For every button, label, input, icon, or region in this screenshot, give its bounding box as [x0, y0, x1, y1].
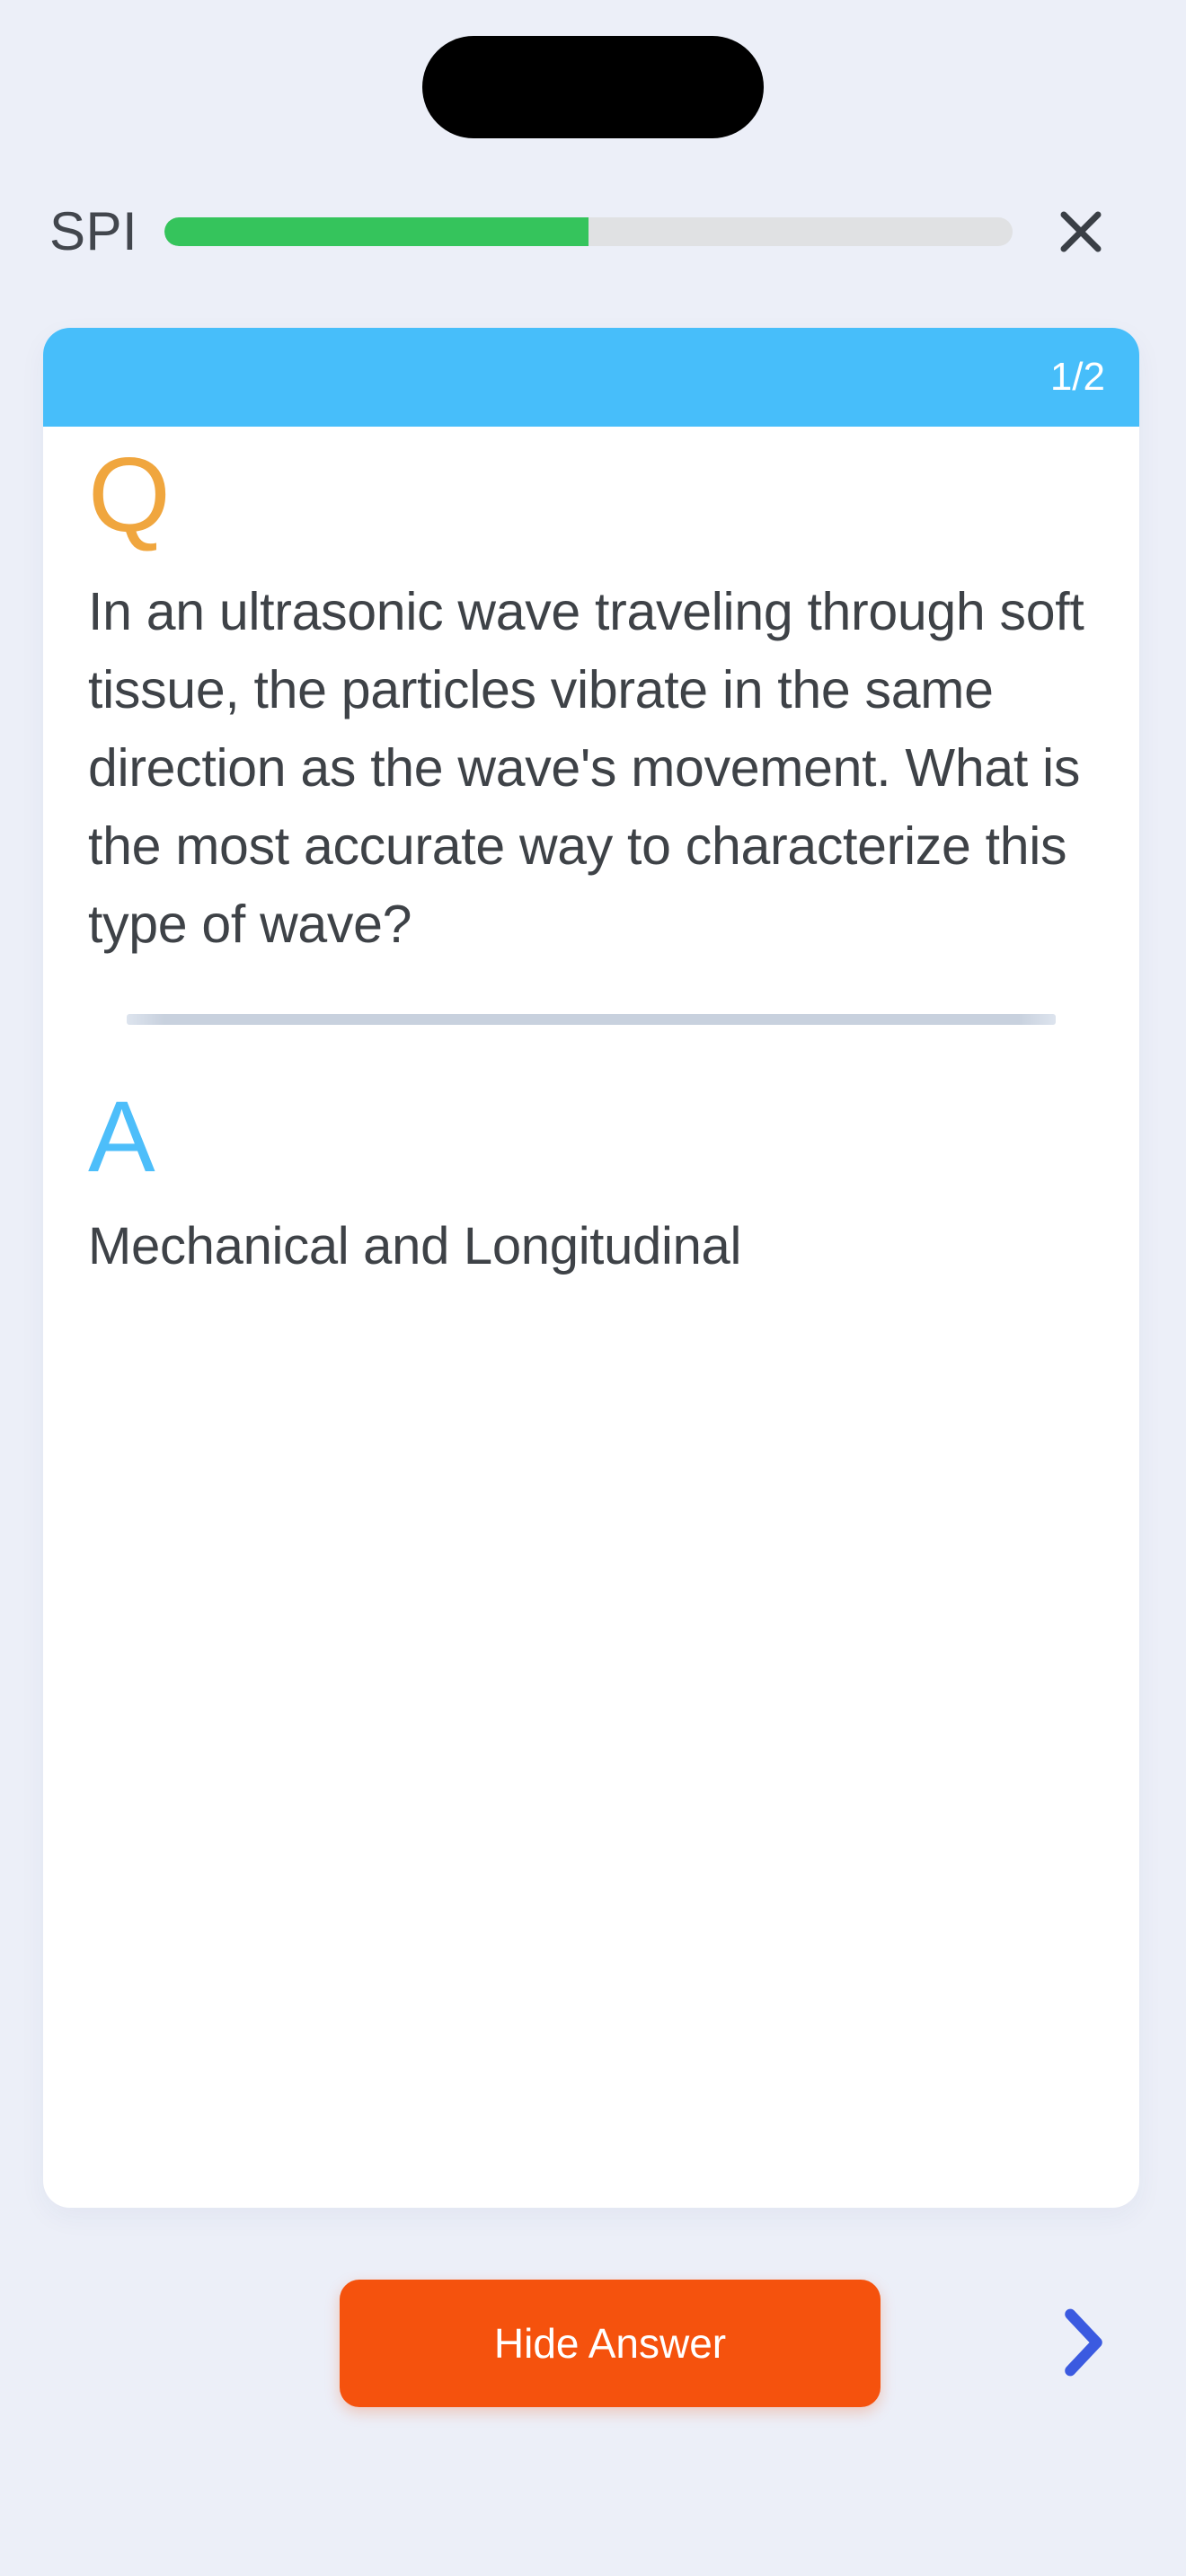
dynamic-island	[422, 36, 764, 138]
deck-label: SPI	[49, 201, 138, 261]
hide-answer-button[interactable]: Hide Answer	[340, 2280, 881, 2407]
flashcard-header	[43, 328, 1139, 427]
answer-marker: A	[88, 1081, 155, 1194]
card-counter: 1/2	[1049, 355, 1105, 399]
flashcard[interactable]	[43, 328, 1139, 2208]
flashcard-body	[43, 436, 1139, 1276]
progress-bar	[164, 217, 1013, 246]
question-marker: Q	[88, 436, 171, 554]
chevron-right-icon	[1062, 2305, 1105, 2380]
answer-text: Mechanical and Longitudinal	[88, 1216, 742, 1275]
close-icon	[1058, 208, 1104, 255]
next-card-button[interactable]	[1042, 2289, 1125, 2396]
divider	[127, 1014, 1056, 1025]
question-text: In an ultrasonic wave traveling through soft tissue, the particles vibrate in the same direction as the wave's movement. What is the most accurate way to characterize this type of wave?	[88, 582, 1084, 955]
close-button[interactable]	[1054, 205, 1108, 259]
quiz-header	[49, 201, 1108, 261]
progress-fill	[164, 217, 589, 246]
